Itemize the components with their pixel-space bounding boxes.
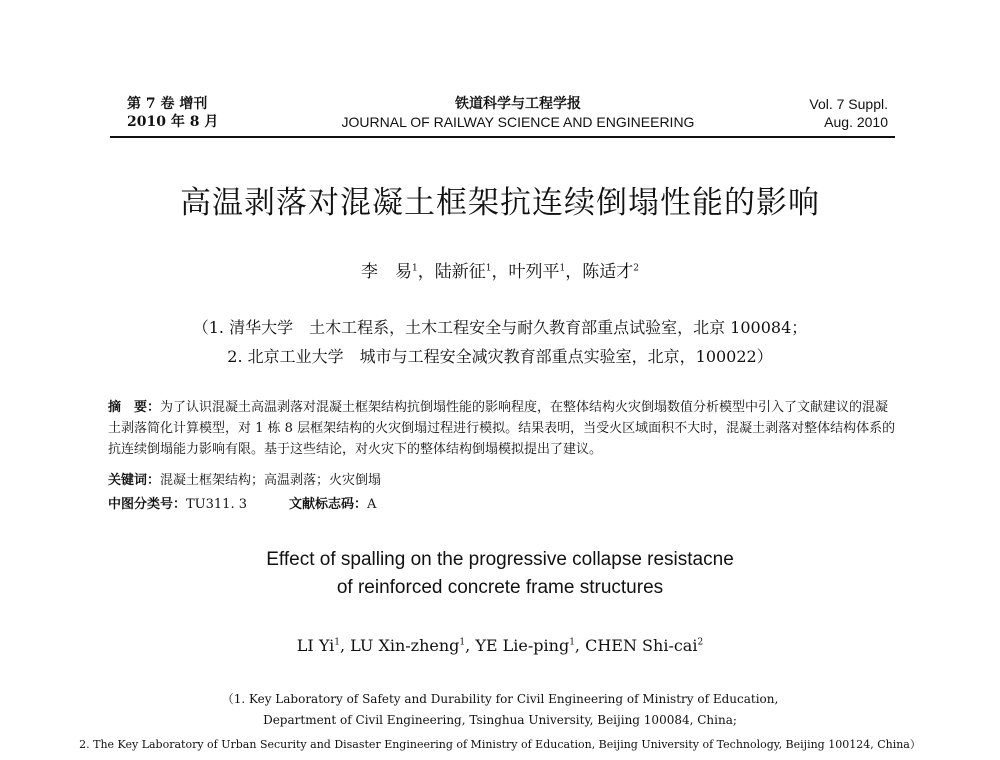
paper-title-zh: 高温剥落对混凝土框架抗连续倒塌性能的影响 xyxy=(180,185,820,220)
header-rule xyxy=(110,136,895,138)
clc-value: TU311. 3 xyxy=(186,497,247,512)
abstract-text: 为了认识混凝土高温剥落对混凝土框架结构抗倒塌性能的影响程度，在整体结构火灾倒塌数值分析模型中引入了文献建议的混凝土剥落简化计算模型，对 1 栋 8 层框架结构的火灾倒塌过程进行模拟。结果表明，当受火区域面积不大时，混凝土剥落对整体结构体系的抗连续倒塌能力影响有限。基于这些结论，对火灾下的整体结构倒塌模拟提出了建议。 xyxy=(108,400,896,457)
affiliation-en-line3: 2. The Key Laboratory of Urban Security and Disaster Engineering of Ministry of Education, Beijing University of Technology, Beijing 100124, China） xyxy=(79,738,921,751)
journal-name-zh: 铁道科学与工程学报 xyxy=(455,96,581,112)
author-en: YE Lie-ping$^1$ xyxy=(475,636,575,655)
journal-name xyxy=(330,95,706,131)
authors-en: LI Yi$^1$, LU Xin-zheng$^1$, YE Lie-ping$^1$, CHEN Shi-cai$^2$ xyxy=(296,636,704,655)
affiliation-zh-line2: 2. 北京工业大学 城市与工程安全减灾教育部重点实验室，北京，100022） xyxy=(227,347,773,366)
clc-label: 中图分类号： xyxy=(108,497,187,512)
journal-volume-en xyxy=(809,95,888,131)
affiliation-zh-line1: （1. 清华大学 土木工程系，土木工程安全与耐久教育部重点试验室，北京 100084； xyxy=(192,318,808,337)
volume-en: Vol. 7 Suppl. xyxy=(809,96,888,112)
author-zh: 陈适才$^2$ xyxy=(582,262,639,282)
date-en: Aug. 2010 xyxy=(824,114,888,130)
author-en: LU Xin-zheng$^1$ xyxy=(350,636,466,655)
date-zh: 2010 年 8 月 xyxy=(127,114,219,130)
author-zh: 叶列平$^1$ xyxy=(508,262,566,282)
classification xyxy=(108,494,898,515)
keywords-zh xyxy=(108,470,898,491)
author-zh: 陆新征$^1$ xyxy=(434,262,492,282)
doc-code-label: 文献标志码： xyxy=(289,497,368,512)
paper-title-en-line1: Effect of spalling on the progressive collapse resistacne xyxy=(266,549,734,570)
journal-volume-zh xyxy=(127,95,218,131)
keywords-text: 混凝土框架结构；高温剥落；火灾倒塌 xyxy=(160,473,382,488)
author-en: CHEN Shi-cai$^2$ xyxy=(585,636,704,655)
volume-zh: 第 7 卷 增刊 xyxy=(127,96,208,112)
keywords-label: 关键词： xyxy=(108,473,161,488)
author-en: LI Yi$^1$ xyxy=(296,636,340,655)
author-zh: 李 易$^1$ xyxy=(361,262,418,282)
affiliation-en-line2: Department of Civil Engineering, Tsinghua University, Beijing 100084, China; xyxy=(263,713,737,727)
journal-name-en: JOURNAL OF RAILWAY SCIENCE AND ENGINEERING xyxy=(341,114,695,130)
authors-zh: 李 易$^1$，陆新征$^1$，叶列平$^1$，陈适才$^2$ xyxy=(361,262,639,282)
abstract-zh xyxy=(108,397,898,460)
paper-title-en-line2: of reinforced concrete frame structures xyxy=(336,577,664,598)
affiliation-en-line1: （1. Key Laboratory of Safety and Durability for Civil Engineering of Ministry of Education, xyxy=(221,692,779,706)
abstract-label: 摘 要： xyxy=(108,400,161,415)
doc-code-value: A xyxy=(367,497,377,512)
